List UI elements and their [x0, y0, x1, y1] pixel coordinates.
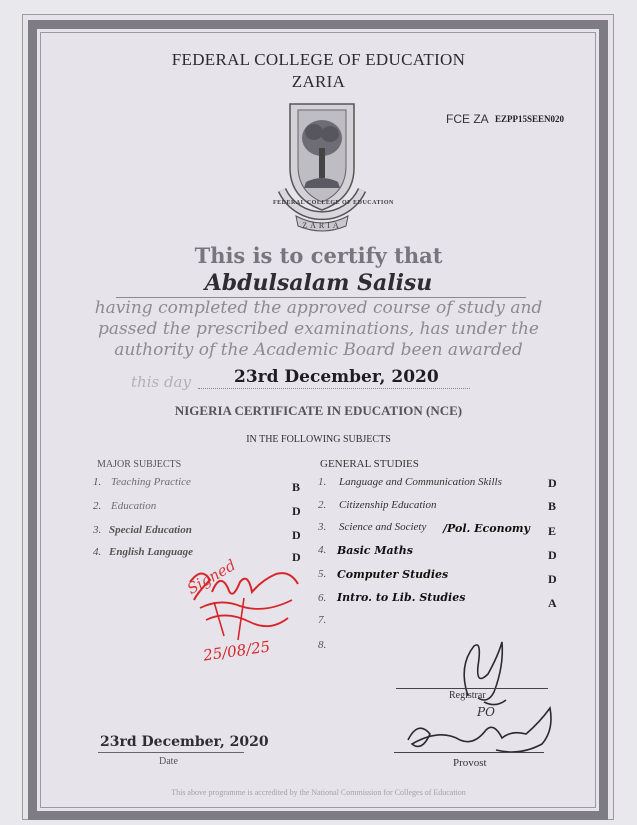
- general-subject-name: Language and Communication Skills: [339, 476, 502, 488]
- major-subject-grade: D: [292, 528, 301, 542]
- general-subject-number: 1.: [318, 476, 327, 488]
- college-crest: [262, 98, 394, 238]
- major-subject-name: Education: [111, 500, 157, 512]
- major-subject-number: 1.: [93, 476, 102, 488]
- provost-label: Provost: [453, 757, 487, 769]
- red-stamp-date: 25/08/25: [202, 637, 272, 665]
- general-subject-extra: /Pol. Economy: [443, 522, 530, 535]
- provost-signature: [400, 700, 570, 758]
- general-subject-name: Citizenship Education: [339, 499, 437, 511]
- general-subject-number: 2.: [318, 499, 327, 511]
- general-subject-name: Computer Studies: [337, 568, 449, 581]
- certificate-number: EZPP15SEEN020: [495, 114, 565, 124]
- registrar-note: PO: [477, 705, 495, 719]
- award-date: 23rd December, 2020: [234, 367, 439, 387]
- major-subject-number: 2.: [93, 500, 102, 512]
- major-subject-number: 3.: [93, 524, 102, 536]
- crest-base-text: ZARIA: [302, 221, 342, 230]
- general-subject-grade: A: [548, 596, 557, 610]
- college-city: ZARIA: [291, 72, 346, 91]
- issue-date-label: Date: [159, 756, 178, 767]
- general-subject-number: 6.: [318, 592, 327, 604]
- general-subject-grade: E: [548, 524, 557, 538]
- general-subject-grade: B: [548, 499, 557, 513]
- general-subject-grade: D: [548, 476, 557, 490]
- general-subject-name: Science and Society: [339, 521, 427, 533]
- body-text-line-1: having completed the approved course of study and: [94, 298, 543, 318]
- general-subject-number: 8.: [318, 639, 327, 651]
- college-name: FEDERAL COLLEGE OF EDUCATION: [171, 50, 466, 69]
- registrar-line: [396, 688, 548, 689]
- red-stamp-text: Signed: [184, 555, 239, 599]
- certify-heading: This is to certify that: [194, 243, 443, 268]
- major-subjects-heading: MAJOR SUBJECTS: [97, 459, 182, 470]
- body-text-line-2: passed the prescribed examinations, has under the: [98, 319, 539, 339]
- crest-ring-text: FEDERAL COLLEGE OF EDUCATION: [273, 200, 394, 206]
- this-day-label: this day: [131, 373, 191, 391]
- award-title: NIGERIA CERTIFICATE IN EDUCATION (NCE): [174, 403, 463, 418]
- accreditation-footer: This above programme is accredited by the National Commission for Colleges of Education: [171, 788, 466, 797]
- certificate-number-prefix: FCE ZA: [446, 112, 489, 126]
- major-subject-number: 4.: [93, 546, 102, 558]
- subjects-intro: IN THE FOLLOWING SUBJECTS: [246, 434, 391, 445]
- major-subject-name: Teaching Practice: [111, 476, 191, 488]
- general-subject-number: 5.: [318, 568, 327, 580]
- issue-date: 23rd December, 2020: [100, 734, 269, 750]
- general-subject-number: 4.: [318, 544, 327, 556]
- general-studies-heading: GENERAL STUDIES: [320, 458, 419, 470]
- major-subject-name: Special Education: [109, 524, 192, 536]
- recipient-name: Abdulsalam Salisu: [204, 270, 433, 296]
- general-subject-grade: D: [548, 548, 557, 562]
- major-subject-grade: D: [292, 550, 301, 564]
- general-subject-grade: D: [548, 572, 557, 586]
- body-text-line-3: authority of the Academic Board been awarded: [114, 340, 523, 360]
- major-subject-grade: D: [292, 504, 301, 518]
- issue-date-line: [98, 752, 244, 753]
- general-subject-name: Basic Maths: [337, 544, 413, 557]
- registrar-label: Registrar: [449, 690, 486, 701]
- major-subject-grade: B: [292, 480, 301, 494]
- general-subject-number: 7.: [318, 614, 327, 626]
- major-subject-name: English Language: [109, 546, 194, 558]
- general-subject-number: 3.: [318, 521, 327, 533]
- provost-line: [394, 752, 544, 753]
- date-underline: [198, 388, 470, 389]
- general-subject-name: Intro. to Lib. Studies: [337, 591, 466, 604]
